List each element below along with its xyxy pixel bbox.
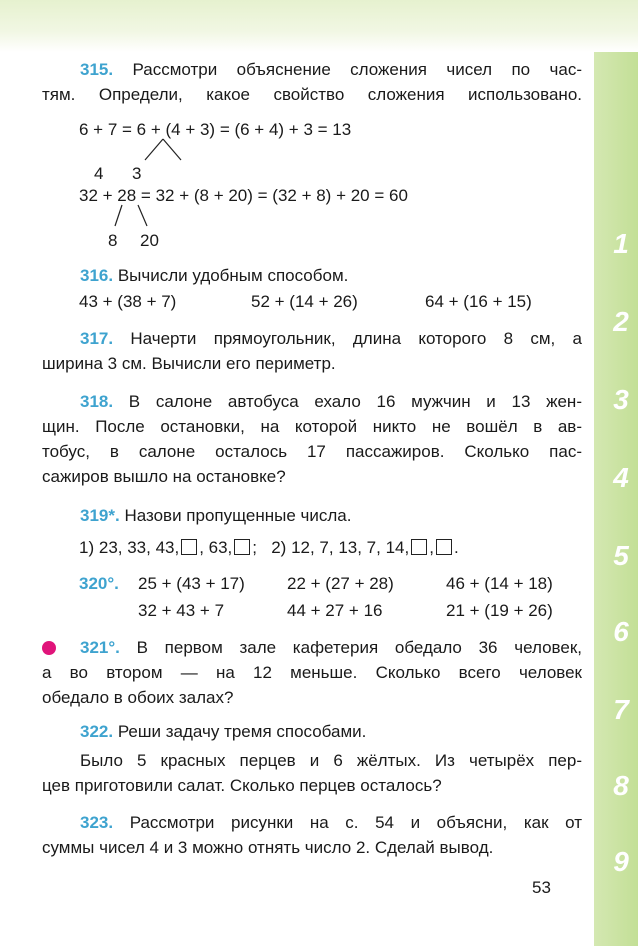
task-316-expression: 64 + (16 + 15) xyxy=(425,292,532,311)
decomposition-part: 20 xyxy=(140,231,159,250)
task-number: 320°. xyxy=(79,574,119,593)
task-318-line2: щин. После остановки, на которой никто не вошёл в ав- xyxy=(42,417,582,436)
task-320-expression: 22 + (27 + 28) xyxy=(287,574,394,593)
task-321-line3: обедало в обоих залах? xyxy=(42,688,234,707)
side-tab-8: 8 xyxy=(613,770,629,801)
side-tab-5: 5 xyxy=(613,540,629,571)
task-number: 323. xyxy=(80,813,114,832)
task-320-expression: 32 + 43 + 7 xyxy=(138,601,225,620)
task-320-expression: 44 + 27 + 16 xyxy=(287,601,383,620)
task-323-line2: суммы чисел 4 и 3 можно отнять число 2. Сделай вывод. xyxy=(42,838,494,857)
task-318-line3: тобус, в салоне осталось 17 пассажиров. Сколько пас- xyxy=(42,442,582,461)
side-tab-7: 7 xyxy=(613,694,629,725)
side-tab-1: 1 xyxy=(613,228,629,259)
decomposition-branch-1 xyxy=(138,138,188,162)
task-number: 322. xyxy=(80,722,114,741)
task-323-line1: 323. Рассмотри рисунки на с. 54 и объясни, как от xyxy=(80,813,582,832)
decomposition-part: 3 xyxy=(132,164,142,183)
task-number: 321°. xyxy=(80,638,120,657)
side-tab-3: 3 xyxy=(613,384,629,415)
task-320-expression: 21 + (19 + 26) xyxy=(446,601,553,620)
task-321-line2: а во втором — на 12 меньше. Сколько всего человек xyxy=(42,663,582,682)
task-322-line3: цев приготовили салат. Сколько перцев осталось? xyxy=(42,776,442,795)
task-315-line1: 315. Рассмотри объяснение сложения чисел по час- xyxy=(80,60,582,79)
task-317-line2: ширина 3 см. Вычисли его периметр. xyxy=(42,354,336,373)
task-320-expression: 25 + (43 + 17) xyxy=(138,574,245,593)
task-322-line1: 322. Реши задачу тремя способами. xyxy=(80,722,367,741)
task-321-line1: 321°. В первом зале кафетерия обедало 36 человек, xyxy=(80,638,582,657)
side-tab-6: 6 xyxy=(613,616,629,647)
side-tab-2: 2 xyxy=(613,306,629,337)
missing-number-box xyxy=(181,539,197,555)
task-322-line2: Было 5 красных перцев и 6 жёлтых. Из четырёх пер- xyxy=(80,751,582,770)
side-tab-9: 9 xyxy=(613,846,629,877)
missing-number-box xyxy=(234,539,250,555)
task-318-line1: 318. В салоне автобуса ехало 16 мужчин и 13 жен- xyxy=(80,392,582,411)
task-320-expression: 46 + (14 + 18) xyxy=(446,574,553,593)
task-318-line4: сажиров вышло на остановке? xyxy=(42,467,286,486)
page-number: 53 xyxy=(532,878,551,897)
decomposition-part: 4 xyxy=(94,164,104,183)
task-316-expression: 52 + (14 + 26) xyxy=(251,292,358,311)
task-number: 315. xyxy=(80,60,114,79)
task-number: 317. xyxy=(80,329,114,348)
task-315-expression1: 6 + 7 = 6 + (4 + 3) = (6 + 4) + 3 = 13 xyxy=(79,120,352,139)
side-tab-4: 4 xyxy=(613,462,629,493)
decomposition-branch-2 xyxy=(112,204,152,228)
missing-number-box xyxy=(436,539,452,555)
decomposition-part: 8 xyxy=(108,231,118,250)
top-header-band xyxy=(0,0,638,52)
task-316-expression: 43 + (38 + 7) xyxy=(79,292,177,311)
task-number: 318. xyxy=(80,392,114,411)
missing-number-box xyxy=(411,539,427,555)
task-317-line1: 317. Начерти прямоугольник, длина которого 8 см, а xyxy=(80,329,582,348)
task-316-line1: 316. Вычисли удобным способом. xyxy=(80,266,349,285)
task-315-expression2: 32 + 28 = 32 + (8 + 20) = (32 + 8) + 20 = 60 xyxy=(79,186,408,205)
task-number: 319*. xyxy=(80,506,120,525)
task-number: 316. xyxy=(80,266,114,285)
task-315-line2: тям. Определи, какое свойство сложения использовано. xyxy=(42,85,582,104)
task-319-sequences: 1) 23, 33, 43, , 63, ; 2) 12, 7, 13, 7, 14, , . xyxy=(79,538,459,557)
task-319-line1: 319*. Назови пропущенные числа. xyxy=(80,506,352,525)
